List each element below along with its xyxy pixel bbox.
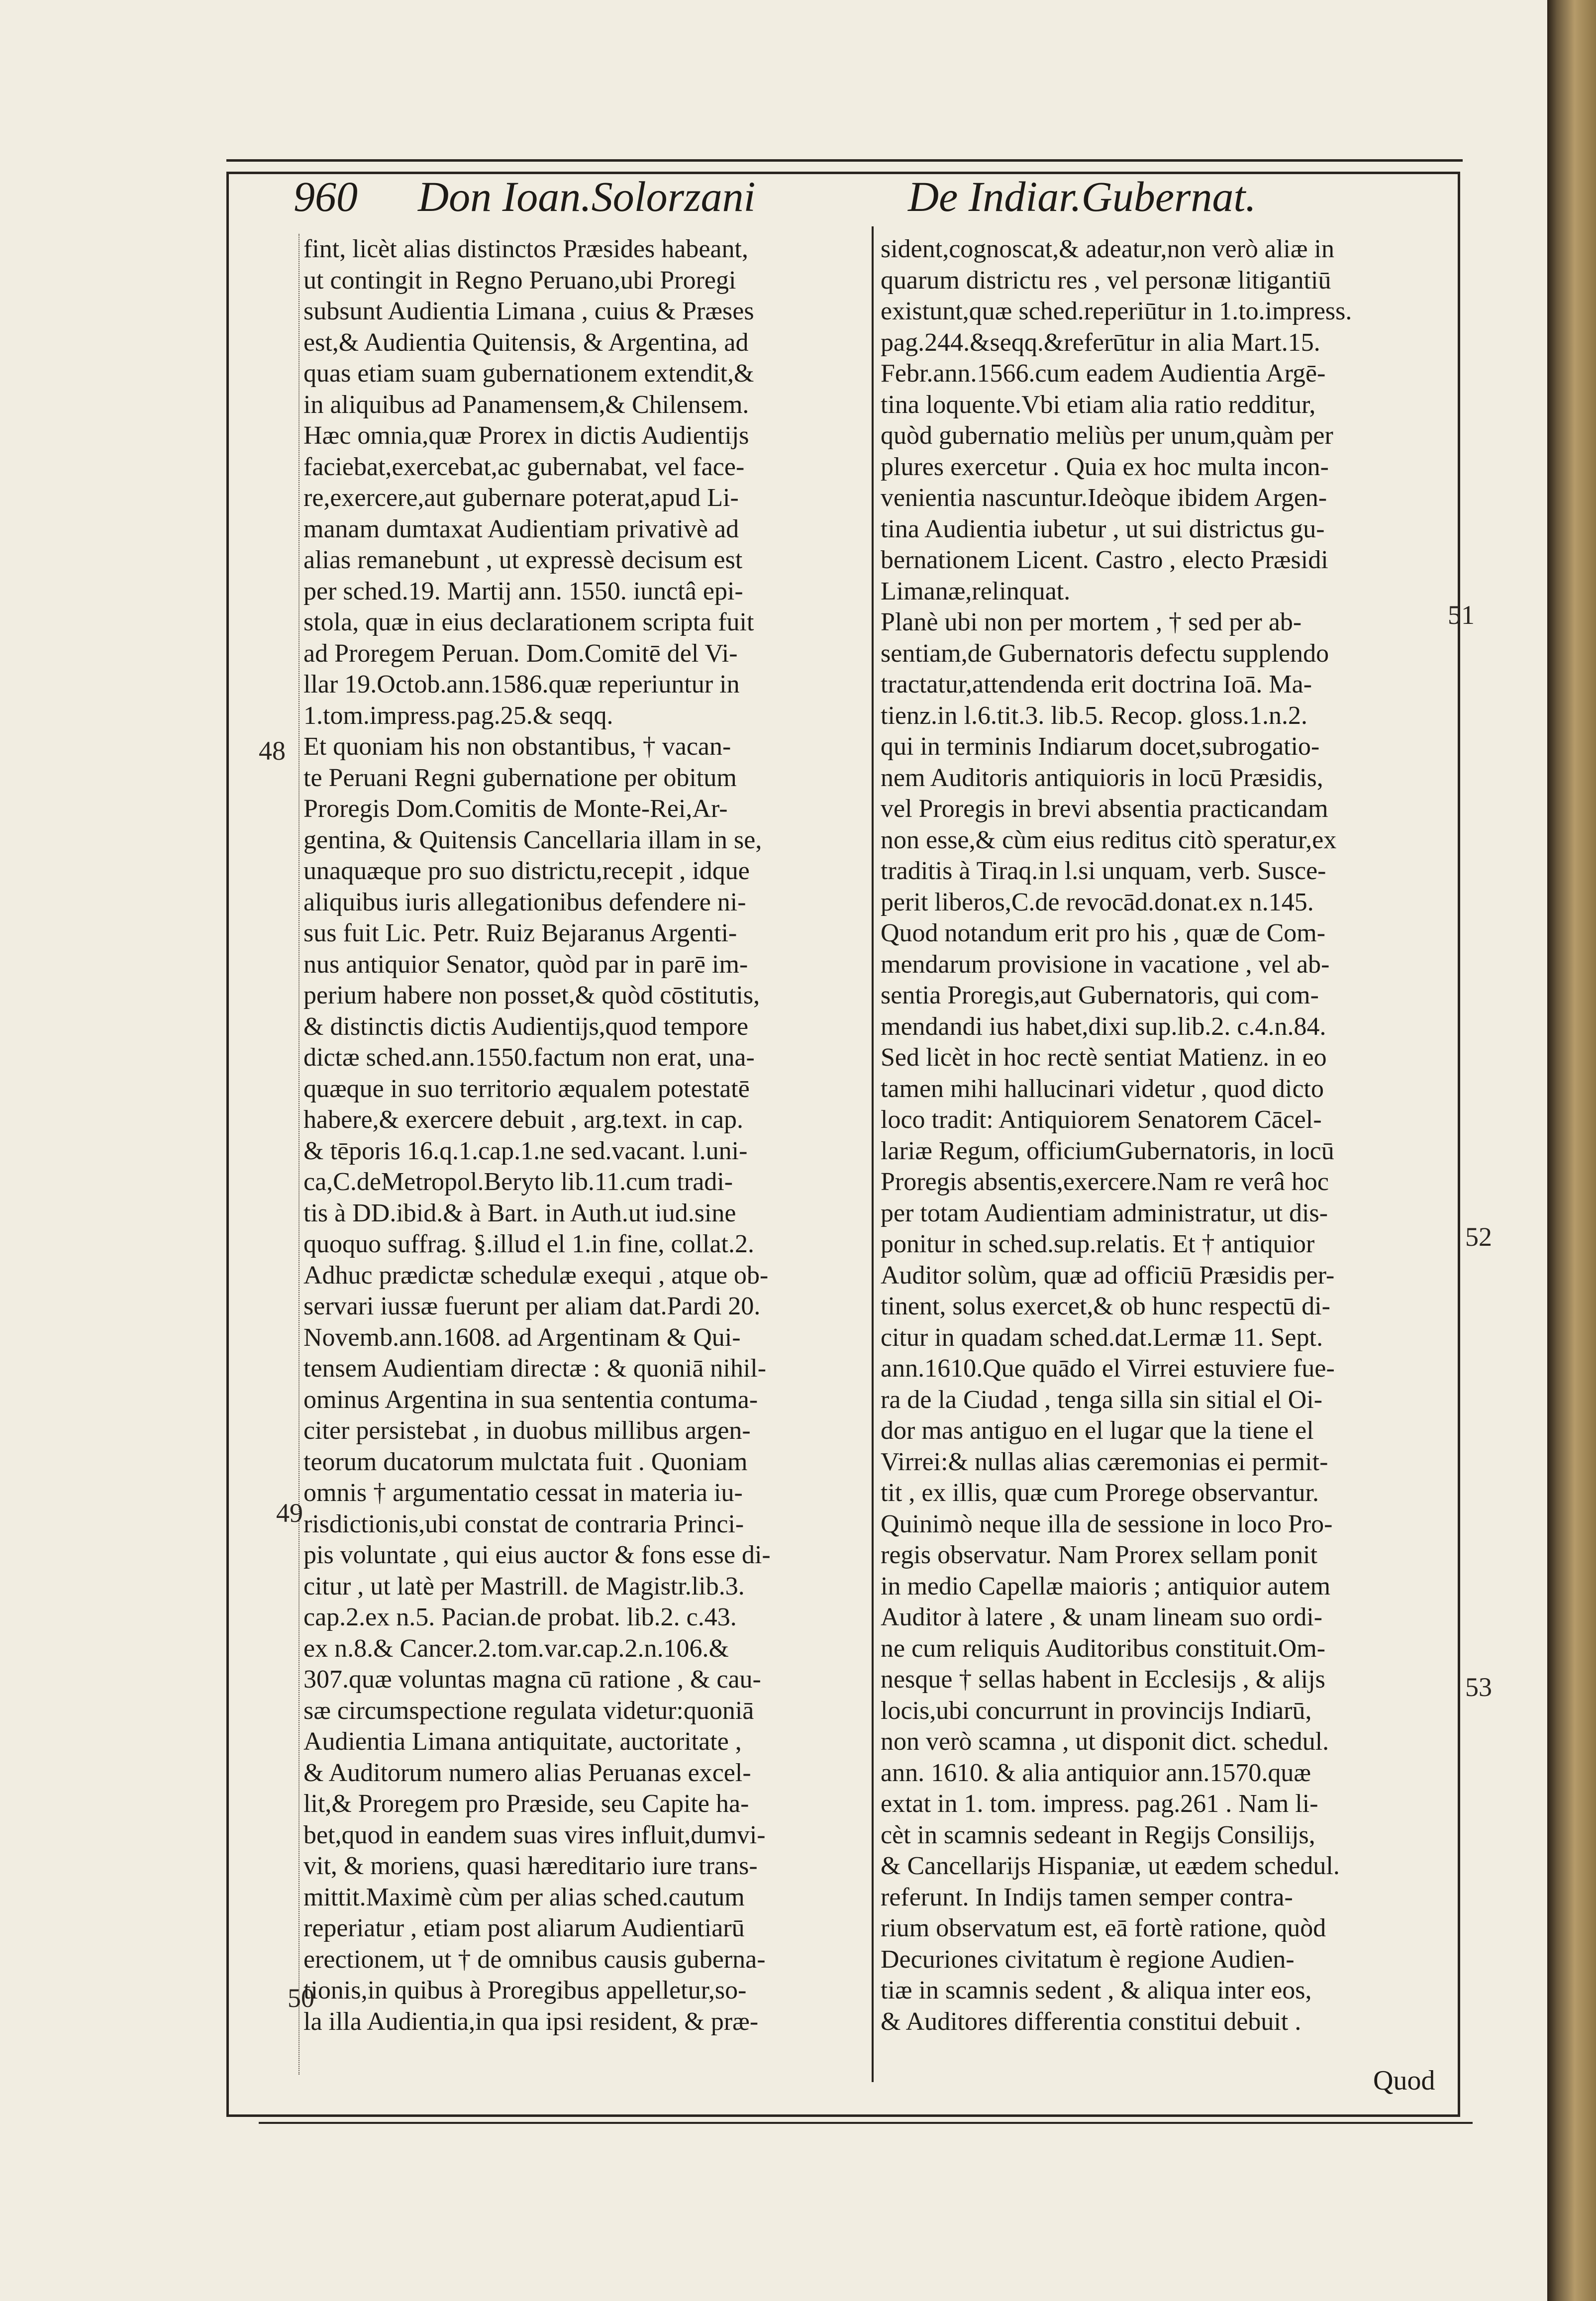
- text-line: & Auditorum numero alias Peruanas excel-: [303, 1758, 751, 1787]
- header-rule: [226, 159, 1463, 162]
- text-line: unaquæque pro suo districtu,recepit , idque: [303, 857, 750, 885]
- text-line: & tēporis 16.q.1.cap.1.ne sed.vacant. l.uni-: [303, 1136, 748, 1165]
- text-line: re,exercere,aut gubernare poterat,apud Li-: [303, 484, 739, 512]
- text-line: citur in quadam sched.dat.Lermæ 11. Sept.: [881, 1323, 1323, 1352]
- text-line: Auditor à latere , & unam lineam suo ordi-: [881, 1603, 1323, 1631]
- text-line: mendandi ius habet,dixi sup.lib.2. c.4.n.84.: [881, 1012, 1326, 1041]
- page-number: 960: [294, 173, 358, 220]
- text-line: quas etiam suam gubernationem extendit,&: [303, 359, 754, 388]
- text-line: ut contingit in Regno Peruano,ubi Proregi: [303, 266, 736, 295]
- text-line: subsunt Audientia Limana , cuius & Præses: [303, 297, 754, 325]
- text-line: sentiam,de Gubernatoris defectu supplendo: [881, 639, 1329, 668]
- text-line: omnis † argumentatio cessat in materia iu-: [303, 1479, 743, 1507]
- text-line: ad Proregem Peruan. Dom.Comitē del Vi-: [303, 639, 738, 668]
- running-title-left: Don Ioan.Solorzani: [418, 173, 756, 220]
- left-column: [303, 234, 868, 2075]
- text-line: quòd gubernatio meliùs per unum,quàm per: [881, 421, 1333, 450]
- text-line: cap.2.ex n.5. Pacian.de probat. lib.2. c.43.: [303, 1603, 737, 1631]
- text-line: ex n.8.& Cancer.2.tom.var.cap.2.n.106.&: [303, 1634, 729, 1663]
- text-line: sus fuit Lic. Petr. Ruiz Bejaranus Argenti-: [303, 919, 737, 947]
- text-line: tensem Audientiam directæ : & quoniā nihil-: [303, 1354, 767, 1383]
- text-line: Audientia Limana antiquitate, auctoritate ,: [303, 1727, 742, 1756]
- text-line: vit, & moriens, quasi hæreditario iure trans-: [303, 1852, 758, 1880]
- text-line: ca,C.deMetropol.Beryto lib.11.cum tradi-: [303, 1168, 733, 1196]
- text-line: per totam Audientiam administratur, ut dis-: [881, 1199, 1328, 1227]
- running-title-right: De Indiar.Gubernat.: [908, 173, 1256, 220]
- text-line: Hæc omnia,quæ Prorex in dictis Audientijs: [303, 421, 749, 450]
- text-line: venientia nascuntur.Ideòque ibidem Argen-: [881, 484, 1327, 512]
- text-line: alias remanebunt , ut expressè decisum est: [303, 546, 743, 574]
- text-line: est,& Audientia Quitensis, & Argentina, ad: [303, 328, 749, 357]
- catchword: Quod: [1373, 2065, 1435, 2096]
- text-line: non esse,& cùm eius reditus citò speratur,ex: [881, 825, 1337, 854]
- text-line: sident,cognoscat,& adeatur,non verò aliæ in: [881, 235, 1335, 263]
- text-line: lit,& Proregem pro Præside, seu Capite ha-: [303, 1790, 749, 1818]
- text-line: Virrei:& nullas alias cæremonias ei permit-: [881, 1447, 1328, 1476]
- page-edge: [1547, 0, 1596, 2301]
- margin-number: 49: [276, 1498, 303, 1528]
- bottom-rule: [259, 2122, 1473, 2124]
- text-line: perium habere non posset,& quòd cōstitutis,: [303, 981, 760, 1009]
- text-line: ann. 1610. & alia antiquior ann.1570.quæ: [881, 1758, 1311, 1787]
- text-line: Quinimò neque illa de sessione in loco Pro-: [881, 1509, 1333, 1538]
- text-line: citur , ut latè per Mastrill. de Magistr.lib.3.: [303, 1572, 745, 1601]
- text-line: cèt in scamnis sedeant in Regijs Consilijs,: [881, 1820, 1315, 1849]
- text-line: ponitur in sched.sup.relatis. Et † antiquior: [881, 1230, 1315, 1258]
- text-line: reperiatur , etiam post aliarum Audientiarū: [303, 1914, 745, 1942]
- text-line: tamen mihi hallucinari videtur , quod dicto: [881, 1074, 1324, 1103]
- column-divider: [872, 226, 874, 2082]
- text-line: traditis à Tiraq.in l.si unquam, verb. Susce-: [881, 857, 1326, 885]
- text-line: Proregis absentis,exercere.Nam re verâ hoc: [881, 1168, 1329, 1196]
- text-line: extat in 1. tom. impress. pag.261 . Nam li-: [881, 1790, 1318, 1818]
- text-line: Adhuc prædictæ schedulæ exequi , atque ob-: [303, 1261, 769, 1290]
- text-line: tit , ex illis, quæ cum Prorege observantur.: [881, 1479, 1319, 1507]
- text-line: ann.1610.Que quādo el Virrei estuviere fue-: [881, 1354, 1335, 1383]
- text-line: Et quoniam his non obstantibus, † vacan-: [303, 732, 731, 761]
- text-line: 1.tom.impress.pag.25.& seqq.: [303, 701, 613, 730]
- text-line: faciebat,exercebat,ac gubernabat, vel face-: [303, 452, 745, 481]
- text-line: bet,quod in eandem suas vires influit,dumvi-: [303, 1820, 766, 1849]
- margin-number: 50: [288, 1983, 314, 2013]
- text-line: erectionem, ut † de omnibus causis guberna-: [303, 1945, 766, 1974]
- text-line: non verò scamna , ut disponit dict. schedul.: [881, 1727, 1329, 1756]
- text-line: citer persistebat , in duobus millibus argen-: [303, 1416, 751, 1445]
- text-line: nesque † sellas habent in Ecclesijs , & alijs: [881, 1665, 1325, 1694]
- text-line: quarum districtu res , vel personæ litigantiū: [881, 266, 1331, 295]
- text-line: vel Proregis in brevi absentia practicandam: [881, 795, 1328, 823]
- text-line: in aliquibus ad Panamensem,& Chilensem.: [303, 390, 749, 419]
- text-line: in medio Capellæ maioris ; antiquior autem: [881, 1572, 1331, 1601]
- text-line: bernationem Licent. Castro , electo Præsidi: [881, 546, 1328, 574]
- text-line: dor mas antiguo en el lugar que la tiene el: [881, 1416, 1314, 1445]
- text-line: tina loquente.Vbi etiam alia ratio redditur,: [881, 390, 1316, 419]
- text-line: sentia Proregis,aut Gubernatoris, qui com-: [881, 981, 1319, 1009]
- text-line: mendarum provisione in vacatione , vel ab-: [881, 950, 1330, 979]
- text-line: & distinctis dictis Audientijs,quod tempore: [303, 1012, 749, 1041]
- text-line: stola, quæ in eius declarationem scripta fuit: [303, 608, 754, 636]
- text-line: referunt. In Indijs tamen semper contra-: [881, 1883, 1293, 1911]
- text-line: & Cancellarijs Hispaniæ, ut eædem schedul.: [881, 1852, 1340, 1880]
- text-line: ne cum reliquis Auditoribus constituit.Om-: [881, 1634, 1326, 1663]
- text-line: fint, licèt alias distinctos Præsides habeant,: [303, 235, 748, 263]
- text-line: Febr.ann.1566.cum eadem Audientia Argē-: [881, 359, 1326, 388]
- text-line: teorum ducatorum mulctata fuit . Quoniam: [303, 1447, 748, 1476]
- text-line: llar 19.Octob.ann.1586.quæ reperiuntur in: [303, 670, 740, 699]
- text-line: qui in terminis Indiarum docet,subrogatio-: [881, 732, 1320, 761]
- text-line: nus antiquior Senator, quòd par in parē im-: [303, 950, 748, 979]
- text-line: pis voluntate , qui eius auctor & fons esse di-: [303, 1541, 771, 1569]
- text-line: Decuriones civitatum è regione Audien-: [881, 1945, 1295, 1974]
- text-line: gentina, & Quitensis Cancellaria illam in se,: [303, 825, 762, 854]
- text-line: Novemb.ann.1608. ad Argentinam & Qui-: [303, 1323, 741, 1352]
- margin-number: 53: [1465, 1672, 1492, 1702]
- text-line: lariæ Regum, officiumGubernatoris, in locū: [881, 1136, 1334, 1165]
- text-line: tiæ in scamnis sedent , & aliqua inter eos,: [881, 1976, 1312, 2004]
- text-line: aliquibus iuris allegationibus defendere ni-: [303, 888, 746, 916]
- text-line: locis,ubi concurrunt in provincijs Indiarū,: [881, 1696, 1312, 1725]
- margin-number: 51: [1448, 600, 1475, 630]
- text-line: nem Auditoris antiquioris in locū Præsidis,: [881, 763, 1323, 792]
- text-line: regis observatur. Nam Prorex sellam ponit: [881, 1541, 1318, 1569]
- text-line: Planè ubi non per mortem , † sed per ab-: [881, 608, 1302, 636]
- margin-number: 48: [259, 736, 286, 766]
- margin-number: 52: [1465, 1222, 1492, 1252]
- text-line: rium observatum est, eā fortè ratione, quòd: [881, 1914, 1326, 1942]
- text-line: Proregis Dom.Comitis de Monte-Rei,Ar-: [303, 795, 728, 823]
- text-line: tinent, solus exercet,& ob hunc respectū di-: [881, 1292, 1330, 1320]
- text-line: risdictionis,ubi constat de contraria Princi-: [303, 1509, 744, 1538]
- right-column: [881, 234, 1458, 2055]
- text-line: Quod notandum erit pro his , quæ de Com-: [881, 919, 1326, 947]
- text-line: quoquo suffrag. §.illud el 1.in fine, collat.2.: [303, 1230, 754, 1258]
- text-line: tionis,in quibus à Proregibus appelletur,so-: [303, 1976, 747, 2004]
- text-line: loco tradit: Antiquiorem Senatorem Cācel-: [881, 1105, 1322, 1134]
- text-line: Limanæ,relinquat.: [881, 577, 1071, 605]
- text-line: sæ circumspectione regulata videtur:quoniā: [303, 1696, 754, 1725]
- text-line: perit liberos,C.de revocād.donat.ex n.145.: [881, 888, 1314, 916]
- text-line: Sed licèt in hoc rectè sentiat Matienz. in eo: [881, 1043, 1327, 1072]
- text-line: Auditor solùm, quæ ad officiū Præsidis per-: [881, 1261, 1335, 1290]
- text-line: plures exercetur . Quia ex hoc multa incon-: [881, 452, 1329, 481]
- text-line: & Auditores differentia constitui debuit .: [881, 2007, 1301, 2036]
- text-line: mittit.Maximè cùm per alias sched.cautum: [303, 1883, 745, 1911]
- text-line: manam dumtaxat Audientiam privativè ad: [303, 514, 739, 543]
- text-line: te Peruani Regni gubernatione per obitum: [303, 763, 737, 792]
- text-line: tina Audientia iubetur , ut sui districtus gu-: [881, 514, 1325, 543]
- text-line: dictæ sched.ann.1550.factum non erat, una-: [303, 1043, 755, 1072]
- text-line: quæque in suo territorio æqualem potestatē: [303, 1074, 750, 1103]
- text-line: per sched.19. Martij ann. 1550. iunctâ epi-: [303, 577, 743, 605]
- text-line: la illa Audientia,in qua ipsi resident, & præ-: [303, 2007, 759, 2036]
- text-line: existunt,quæ sched.reperiūtur in 1.to.impress.: [881, 297, 1352, 325]
- text-line: tienz.in l.6.tit.3. lib.5. Recop. gloss.1.n.2.: [881, 701, 1307, 730]
- text-line: ra de la Ciudad , tenga silla sin sitial el Oi-: [881, 1385, 1323, 1414]
- text-line: habere,& exercere debuit , arg.text. in cap.: [303, 1105, 744, 1134]
- text-line: tis à DD.ibid.& à Bart. in Auth.ut iud.sine: [303, 1199, 736, 1227]
- text-line: servari iussæ fuerunt per aliam dat.Pardi 20.: [303, 1292, 761, 1320]
- text-line: pag.244.&seqq.&referūtur in alia Mart.15.: [881, 328, 1320, 357]
- text-line: 307.quæ voluntas magna cū ratione , & cau-: [303, 1665, 761, 1694]
- text-line: ominus Argentina in sua sententia contuma-: [303, 1385, 758, 1414]
- text-line: tractatur,attendenda erit doctrina Ioā. Ma-: [881, 670, 1312, 699]
